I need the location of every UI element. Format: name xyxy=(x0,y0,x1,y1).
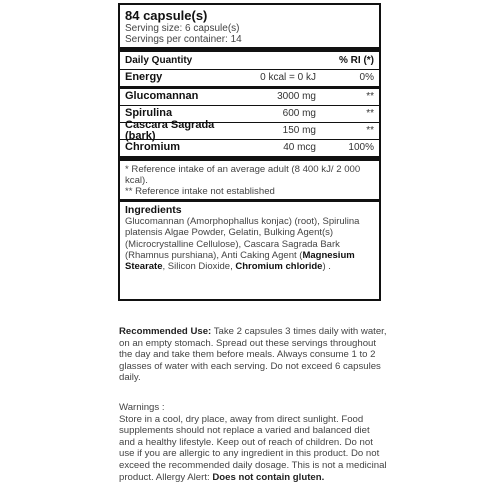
nutrient-ri: ** xyxy=(366,108,374,120)
serving-size: Serving size: 6 capsule(s) xyxy=(125,23,240,34)
nutrient-row xyxy=(125,89,374,105)
recommended-use-text: Take 2 capsules 3 times daily with water, on an empty stomach. Spread out these servings throughout the day and take them before meals. Always consume 1 to 2 glasses of water with each serving. Do not exceed 6 capsules daily. xyxy=(119,326,387,384)
nutrient-value: 150 mg xyxy=(282,125,316,137)
recommended-use-label: Recommended Use: xyxy=(119,326,212,337)
nutrient-name: Cascara Sagrada (bark) xyxy=(125,118,215,142)
gluten-alert: Does not contain gluten. xyxy=(212,471,325,483)
daily-quantity-header: Daily Quantity xyxy=(125,54,193,66)
nutrient-value: 3000 mg xyxy=(277,91,316,103)
ri-header: % RI (*) xyxy=(339,54,374,66)
nutrient-name: Spirulina xyxy=(125,107,173,120)
nutrient-row xyxy=(125,140,374,156)
warnings-label: Warnings : xyxy=(119,402,165,413)
panel-title: 84 capsule(s) xyxy=(125,8,208,23)
recommended-use xyxy=(119,326,387,384)
divider xyxy=(120,199,379,202)
nutrient-ri: ** xyxy=(366,125,374,137)
servings-per-container: Servings per container: 14 xyxy=(125,34,242,45)
energy-ri: 0% xyxy=(359,72,374,84)
nutrient-name: Glucomannan xyxy=(125,90,199,103)
energy-value: 0 kcal = 0 kJ xyxy=(260,72,316,84)
allergen-bold: Magnesium Stearate xyxy=(125,249,355,273)
nutrient-name: Chromium xyxy=(125,141,180,154)
energy-label: Energy xyxy=(125,71,163,84)
reference-notes xyxy=(125,161,374,199)
nutrition-facts-panel xyxy=(118,3,381,301)
nutrient-row xyxy=(125,118,374,142)
reference-note: ** Reference intake not established xyxy=(125,186,275,197)
energy-row xyxy=(125,70,374,86)
ingredients-title: Ingredients xyxy=(125,204,182,216)
warnings-text: Store in a cool, dry place, away from direct sunlight. Food supplements should not replace a varied and balanced diet and a healthy lifestyle. Keep out of reach of children. Do not use if you are allergic to any ingredient in this product. Do not exceed the recommended daily dosage. This is not a medicinal product. Allergy Alert: Does not contain gluten. xyxy=(119,413,387,483)
warnings xyxy=(119,402,387,483)
nutrient-ri: 100% xyxy=(348,142,374,154)
nutrient-value: 40 mcg xyxy=(283,142,316,154)
ingredients-text: Glucomannan (Amorphophallus konjac) (root), Spirulina platensis Algae Powder, Gelatin, Bulking Agent(s) (Microcrystalline Cellulose), Cascara Sagrada Bark (Rhamnus purshiana), Anti Caking Agent (Magnesium Stearate, Silicon Dioxide, Chromium chloride) . xyxy=(125,216,360,273)
table-header-row xyxy=(125,52,374,69)
allergen-bold: Chromium chloride xyxy=(235,261,323,273)
reference-note: * Reference intake of an average adult (8 400 kJ/ 2 000 kcal). xyxy=(125,164,361,186)
nutrient-value: 600 mg xyxy=(282,108,316,120)
nutrient-ri: ** xyxy=(366,91,374,103)
